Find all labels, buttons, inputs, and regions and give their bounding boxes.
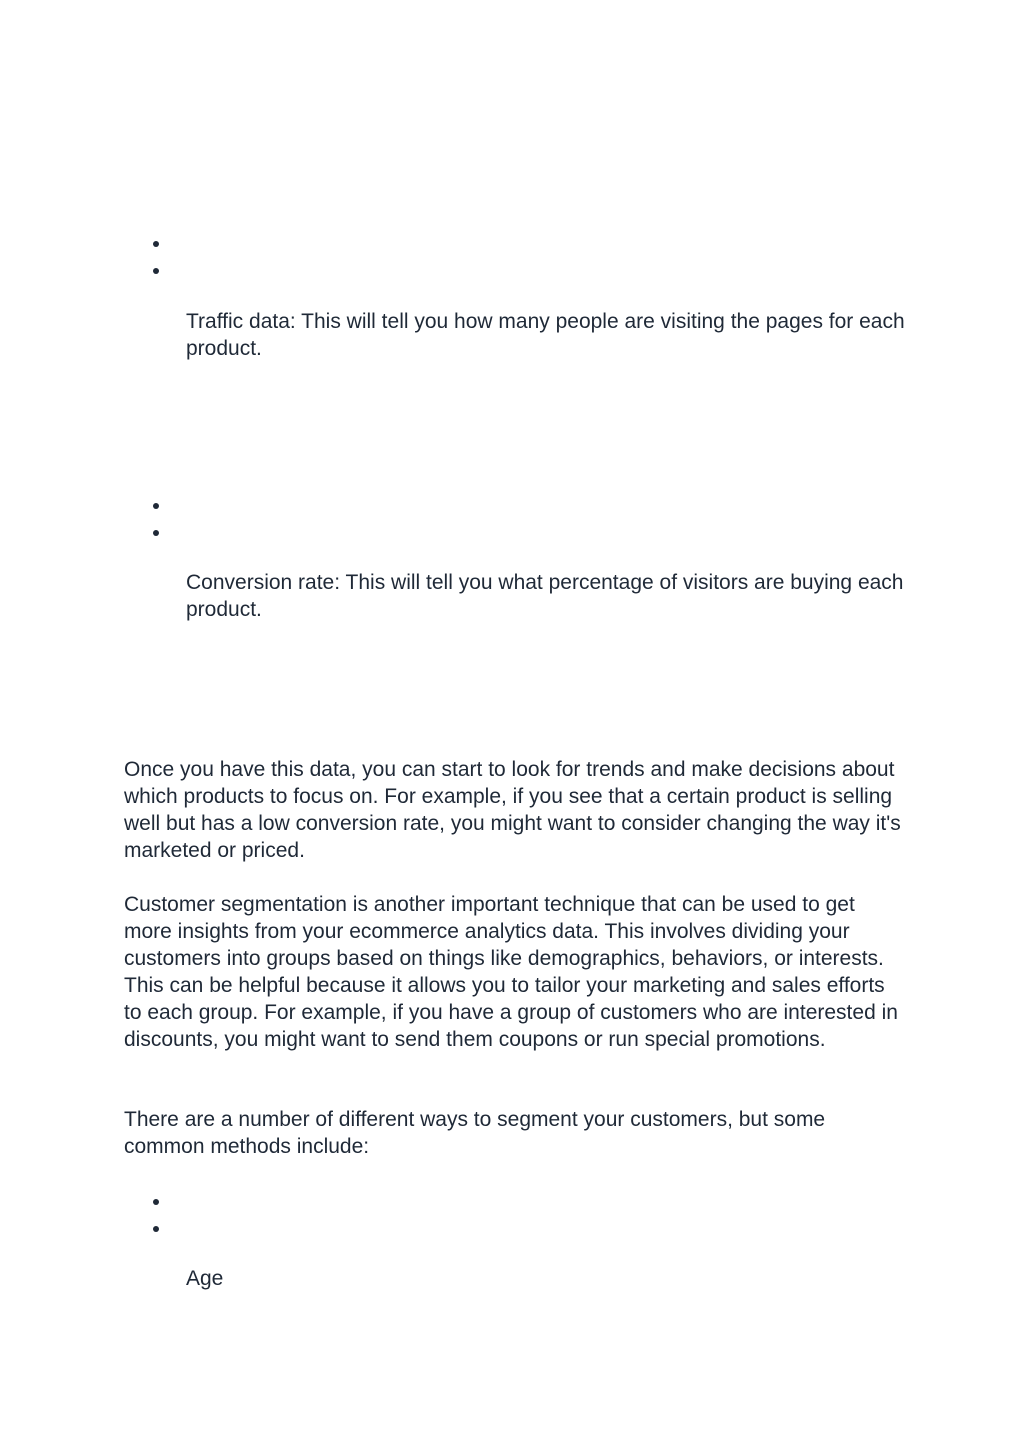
list-item-text: Age [186,1267,224,1290]
bullet-icon [153,268,159,274]
body-paragraph: There are a number of different ways to segment your customers, but some common methods include: [124,1108,826,1158]
list-item-text: Conversion rate: This will tell you what percentage of visitors are buying each product. [186,571,904,621]
bullet-icon [153,1226,159,1232]
bullet-icon [153,1199,159,1205]
body-paragraph: Customer segmentation is another important technique that can be used to get more insights from your ecommerce analytics data. This involves dividing your customers into groups based on things like demographics, behaviors, or interests. This can be helpful because it allows you to tailor your marketing and sales efforts to each group. For example, if you have a group of customers who are interested in discounts, you might want to send them coupons or run special promotions. [124,893,898,1051]
bullet-icon [153,530,159,536]
body-paragraph: Once you have this data, you can start to look for trends and make decisions about which products to focus on. For example, if you see that a certain product is selling well but has a low conversion rate, you might want to consider changing the way it's marketed or priced. [124,758,901,862]
bullet-icon [153,503,159,509]
list-item-text: Traffic data: This will tell you how many people are visiting the pages for each product. [186,310,905,360]
bullet-icon [153,241,159,247]
